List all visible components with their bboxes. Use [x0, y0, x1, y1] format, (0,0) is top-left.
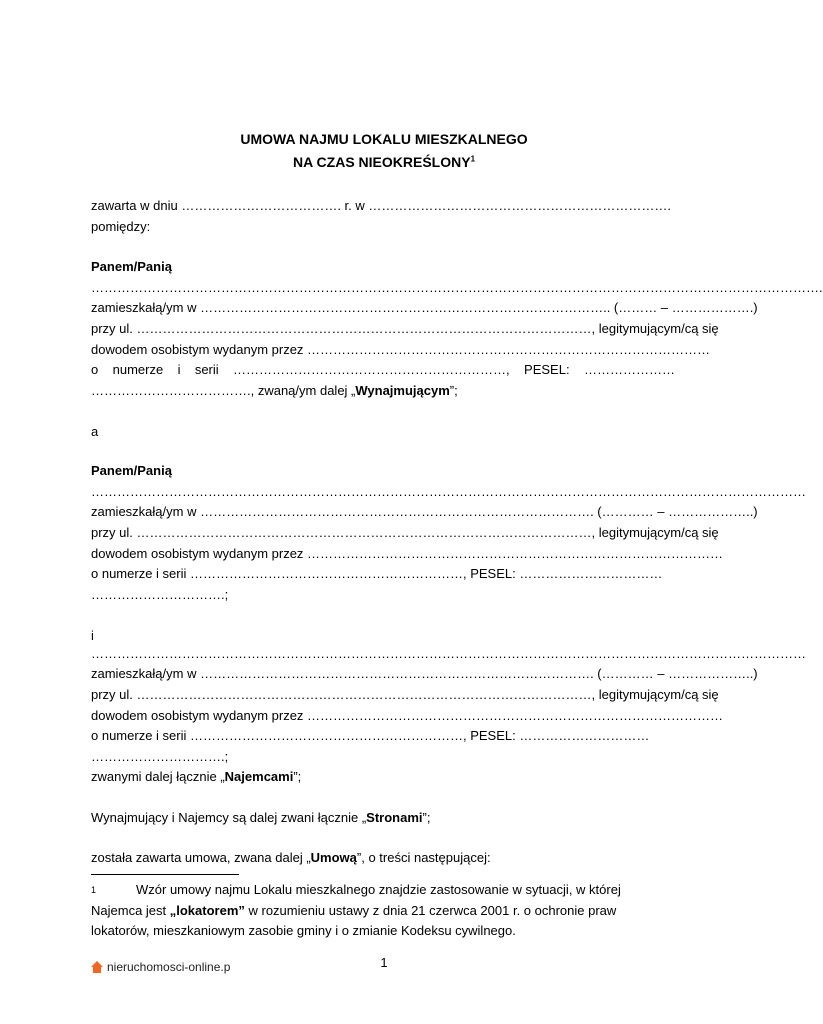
party1-id-document: dowodem osobistym wydanym przez ………………………………………………………………………………… [91, 342, 711, 357]
house-icon [91, 961, 103, 973]
landlord-term: Wynajmującym [355, 383, 450, 398]
agreement-definition: została zawarta umowa, zwana dalej „Umową”, o treści następującej: [91, 850, 491, 865]
footnote-reference: 1 [470, 154, 476, 164]
conjunction-i: i [91, 628, 94, 643]
footnote-line2: Najemca jest „lokatorem” w rozumieniu ustawy z dnia 21 czerwca 2001 r. o ochronie praw [91, 903, 617, 918]
party1-heading: Panem/Panią [91, 259, 172, 274]
party2-name-dots: ………………………………………………………………………………………………………………………………………………… [91, 484, 806, 499]
agreement-term: Umową [310, 850, 357, 865]
tenant-legal-term: „lokatorem” [169, 903, 245, 918]
party3-id-document: dowodem osobistym wydanym przez …………………………………………………………………………………… [91, 708, 724, 723]
party3-name-dots: ………………………………………………………………………………………………………………………………………………… [91, 646, 806, 661]
party2-closing: ………………………….; [91, 587, 229, 602]
party1-name-dots: ……………………………………………………………………………………………………………………………………………………. [91, 280, 823, 295]
party1-closing: ………………………………., zwaną/ym dalej „Wynajmującym”; [91, 383, 458, 398]
party2-id-document: dowodem osobistym wydanym przez …………………………………………………………………………………… [91, 546, 724, 561]
party2-address: zamieszkałą/ym w ………………………………………………………………………………. (………… – ………………..) [91, 504, 758, 519]
document-title-line2: NA CZAS NIEOKREŚLONY$^1$ [292, 154, 476, 170]
tenants-definition: zwanymi dalej łącznie „Najemcami”; [91, 769, 302, 784]
party2-street: przy ul. ……………………………………………………………………………………………, legitymującym/cą się [91, 525, 719, 540]
parties-term: Stronami [366, 810, 423, 825]
party2-id-number: o numerze i serii ………………………………………………………, PESEL: …………………………… [91, 566, 663, 581]
page-number: 1 [380, 955, 388, 970]
document-title-line1: UMOWA NAJMU LOKALU MIESZKALNEGO [240, 131, 528, 147]
party1-street: przy ul. ……………………………………………………………………………………………, legitymującym/cą się [91, 321, 719, 336]
site-logo [91, 960, 230, 974]
footnote-number: 1 [91, 885, 97, 895]
site-logo-text: nieruchomosci-online.p [107, 960, 231, 974]
tenants-term: Najemcami [224, 769, 294, 784]
intro-between: pomiędzy: [91, 219, 151, 234]
party3-address: zamieszkałą/ym w ………………………………………………………………………………. (………… – ………………..) [91, 666, 758, 681]
conjunction-a: a [91, 424, 99, 439]
party1-address: zamieszkałą/ym w ………………………………………………………………………………….. (……… – ……………….) [91, 300, 758, 315]
party3-id-number: o numerze i serii ………………………………………………………, PESEL: ………………………… [91, 728, 650, 743]
party3-street: przy ul. ……………………………………………………………………………………………, legitymującym/cą się [91, 687, 719, 702]
party3-closing: ………………………….; [91, 749, 229, 764]
intro-date-place: zawarta w dniu ………………………………. r. w ……………………………………………………………. [91, 198, 671, 213]
party2-heading: Panem/Panią [91, 463, 172, 478]
parties-definition: Wynajmujący i Najemcy są dalej zwani łącznie „Stronami”; [91, 810, 431, 825]
footnote-divider [91, 874, 239, 875]
footnote-line1: $^1$ Wzór umowy najmu Lokalu mieszkalnego znajdzie zastosowanie w sytuacji, w której [91, 882, 621, 897]
party1-id-number: o numerze i serii ………………………………………………………, PESEL: ………………… [91, 362, 675, 377]
footnote-line3: lokatorów, mieszkaniowym zasobie gminy i o zmianie Kodeksu cywilnego. [91, 923, 516, 938]
